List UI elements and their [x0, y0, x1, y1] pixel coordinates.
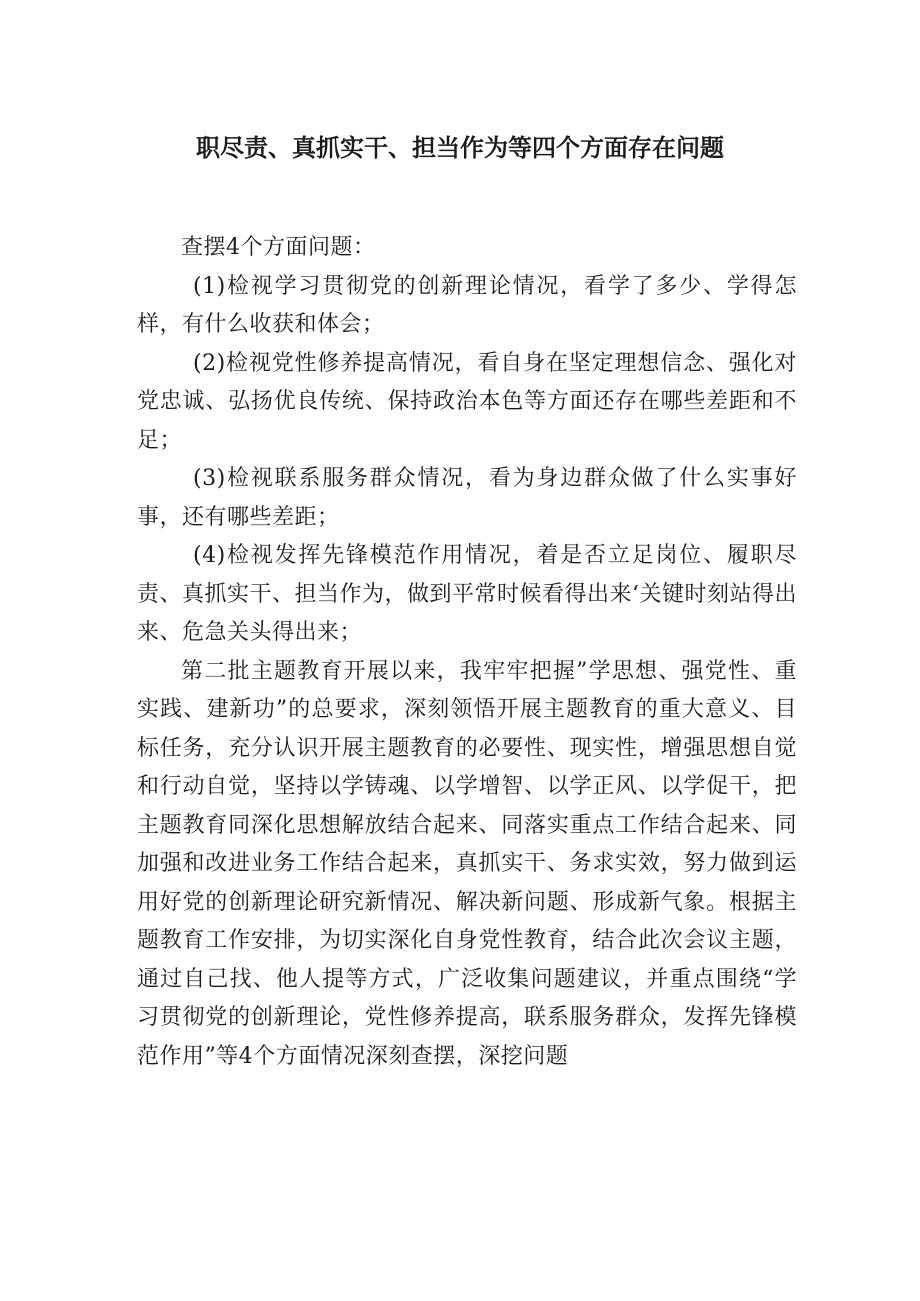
- item-4-paragraph: (4)检视发挥先锋模范作用情况，着是否立足岗位、履职尽责、真抓实干、担当作为，做到平常时候看得出来‘关键时刻站得出来、危急关头得出来；: [137, 543, 797, 645]
- document-body: [137, 229, 797, 1076]
- item-3-paragraph: (3)检视联系服务群众情况，看为身边群众做了什么实事好事，还有哪些差距；: [137, 466, 797, 530]
- item-2-paragraph: (2)检视党性修养提高情况，看自身在坚定理想信念、强化对党忠诚、弘扬优良传统、保持政治本色等方面还存在哪些差距和不足；: [137, 350, 797, 453]
- main-paragraph: 第二批主题教育开展以来，我牢牢把握”学思想、强党性、重实践、建新功”的总要求，深刻领悟开展主题教育的重大意义、目标任务，充分认识开展主题教育的必要性、现实性，增强思想自觉和行动自觉，坚持以学铸魂、以学增智、以学正风、以学促干，把主题教育同深化思想解放结合起来、同落实重点工作结合起来、同加强和改进业务工作结合起来，真抓实干、务求实效，努力做到运用好党的创新理论研究新情况、解决新问题、形成新气象。根据主题教育工作安排，为切实深化自身党性教育，结合此次会议主题，通过自己找、他人提等方式，广泛收集问题建议，并重点围绕“学习贯彻党的创新理论，党性修养提高，联系服务群众，发挥先锋模范作用”等4个方面情况深刻查摆，深挖问题: [137, 658, 797, 1069]
- document-title: 职尽责、真抓实干、担当作为等四个方面存在问题: [196, 134, 724, 162]
- intro-paragraph: 查摆4个方面问题：: [181, 235, 376, 260]
- item-1-paragraph: (1)检视学习贯彻党的创新理论情况，看学了多少、学得怎样，有什么收获和体会；: [137, 273, 797, 337]
